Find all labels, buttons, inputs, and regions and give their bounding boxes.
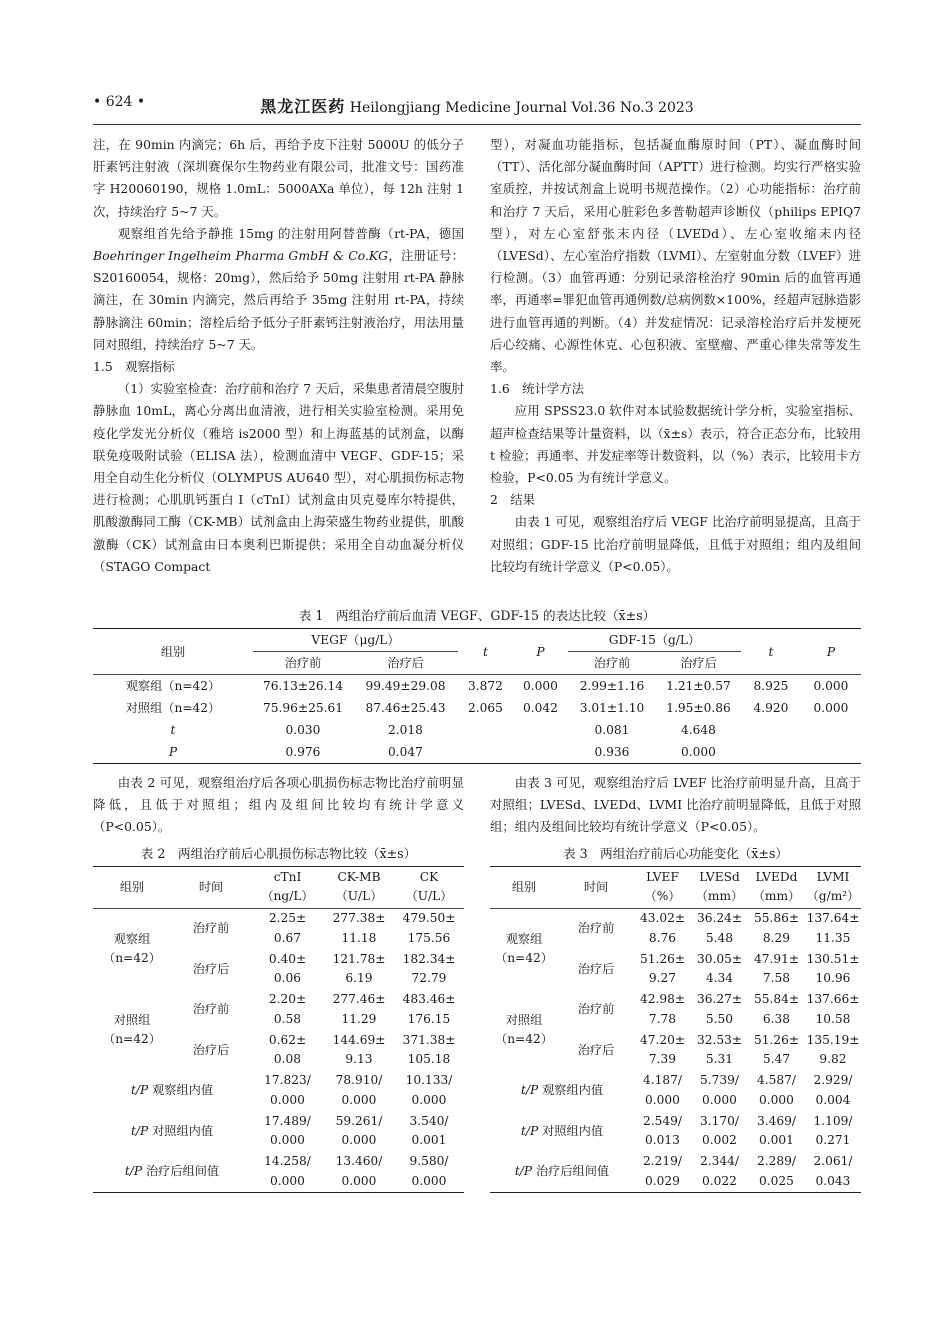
left-column (93, 134, 464, 578)
table-cell (513, 741, 568, 764)
table-cell: 43.02± 8.76 (639, 911, 686, 945)
paragraph: 观察组首先给予静推 15mg 的注射用阿替普酶（rt-PA，德国 Boehringer Ingelheim Pharma GmbH & Co.KG，注册证号：S20160054，规格：20mg），然后给予 50mg 注射用 rt-PA 静脉滴注，在 30min 内滴完，然后再给予 35mg 注射用 rt-PA，持续静脉滴注 60min；溶栓后给予低分子肝素钙注射液治疗，用法用量同对照组，持续治疗 5~7 天。 (93, 225, 465, 352)
table2 (93, 866, 464, 1193)
column-header: CK-MB （U/L） (324, 867, 394, 909)
table-cell: 2.20± 0.58 (268, 992, 307, 1026)
table-cell: 0.976 (285, 745, 321, 759)
table-cell: 0.030 (285, 723, 321, 737)
table-cell (458, 719, 513, 741)
table-cell: 8.925 (753, 679, 789, 693)
table-cell: 76.13±26.14 (263, 679, 343, 693)
th-p: P (801, 629, 861, 675)
table-cell: 36.27± 5.50 (696, 992, 743, 1026)
table-cell: 4.920 (753, 701, 789, 715)
table-cell: 0.000 (681, 745, 716, 759)
table-row (490, 990, 861, 1031)
th-before: 治疗前 (253, 652, 353, 675)
th-before: 治疗前 (568, 652, 656, 675)
table-row (93, 1071, 464, 1112)
table-cell: 483.46± 176.15 (402, 992, 456, 1026)
column-header: LVMI （g/m²） (805, 867, 861, 909)
table-cell (801, 719, 861, 741)
table-row (490, 1152, 861, 1193)
table-cell (741, 719, 801, 741)
table-cell: 9.580/ 0.000 (409, 1154, 449, 1188)
column-header: 组别 (93, 867, 171, 909)
table-cell: 2.344/ 0.022 (700, 1154, 739, 1188)
table-cell: 2.289/ 0.025 (757, 1154, 796, 1188)
row-label: t/P 对照组内值 (130, 1123, 214, 1138)
section-heading: 1.5 观察指标 (93, 359, 175, 375)
th-t: t (741, 629, 801, 675)
table-cell: 13.460/ 0.000 (335, 1154, 383, 1188)
table-cell: 55.86± 8.29 (753, 911, 800, 945)
table-cell: 4.587/ 0.000 (757, 1073, 796, 1107)
table-row (490, 1111, 861, 1152)
th-group: 组别 (93, 629, 253, 675)
row-label: 观察组（n=42） (103, 931, 161, 965)
row-label: 对照组（n=42） (495, 1012, 553, 1046)
table-row (93, 908, 464, 949)
table-cell: 治疗后 (192, 1042, 230, 1057)
header-rule (93, 124, 861, 125)
row-label: 观察组（n=42） (495, 931, 553, 965)
column-header: 时间 (171, 867, 251, 909)
th-after: 治疗后 (353, 652, 458, 675)
table-cell: 137.66± 10.58 (806, 992, 860, 1026)
table-row (93, 990, 464, 1031)
row-label: t/P 观察组内值 (130, 1083, 214, 1097)
th-vegf: VEGF（μg/L） (253, 629, 458, 652)
table-cell: 1.95±0.86 (666, 701, 731, 715)
column-header: LVESd （mm） (691, 867, 748, 909)
table-cell: 87.46±25.43 (365, 701, 446, 715)
paragraph: （1）实验室检查：治疗前和治疗 7 天后，采集患者清晨空腹肘静脉血 10mL，离心分离出血清液，进行相关实验室检测。采用免疫化学发光分析仪（雅培 is2000 型）和上海蓝基的试剂盒，以酶联免疫吸附试验（ELISA 法），检测血清中 VEGF、GDF-15；采用全自动生化分析仪（OLYMPUS AU640 型），对心肌损伤标志物进行检测；心肌肌钙蛋白 I（cTnI）试剂盒由贝克曼库尔特提供，肌酸激酶同工酶（CK-MB）试剂盒由上海荣盛生物药业提供，肌酸激酶（CK）试剂盒由日本奥利巴斯提供；采用全自动血凝分析仪（STAGO Compact (93, 381, 464, 574)
column-header: 组别 (490, 867, 558, 909)
table-cell: 30.05± 4.34 (696, 951, 743, 986)
table-cell: 14.258/ 0.000 (264, 1154, 311, 1188)
paragraph: 由表 3 可见，观察组治疗后 LVEF 比治疗前明显升高，且高于对照组；LVESd、LVEDd、LVMI 比治疗前明显降低，且低于对照组；组内及组间比较均有统计学意义（P<0.05）。 (490, 775, 861, 835)
table-cell: 2.061/ 0.043 (813, 1154, 853, 1188)
table-cell: 3.469/ 0.001 (757, 1113, 796, 1148)
table-cell: 2.018 (388, 723, 423, 737)
row-label: t/P 观察组内值 (520, 1083, 604, 1097)
table-cell: 1.21±0.57 (666, 679, 731, 693)
table-cell: 0.40± 0.06 (268, 951, 307, 986)
section-heading: 1.6 统计学方法 (490, 381, 585, 397)
table-cell: 0.936 (594, 745, 630, 759)
column-header: LVEF （%） (634, 867, 691, 909)
table-cell: 治疗后 (577, 1042, 615, 1057)
table-cell: 0.000 (523, 679, 558, 693)
table-cell: 32.53± 5.31 (696, 1032, 743, 1067)
table-cell (801, 741, 861, 764)
th-after: 治疗后 (656, 652, 741, 675)
table-cell: 75.96±25.61 (263, 701, 343, 715)
table-cell (741, 741, 801, 764)
table-cell: 治疗前 (192, 921, 230, 935)
table-row (490, 908, 861, 949)
table-cell: 51.26± 9.27 (639, 951, 686, 986)
table-cell: 51.26± 5.47 (753, 1032, 800, 1067)
table-cell: 47.20± 7.39 (639, 1032, 686, 1067)
table-cell: 0.62± 0.08 (268, 1032, 307, 1067)
paragraph: 由表 1 可见，观察组治疗后 VEGF 比治疗前明显提高，且高于对照组；GDF-15 比治疗前明显降低，且低于对照组；组内及组间比较均有统计学意义（P<0.05）。 (490, 514, 861, 574)
table-row (93, 1152, 464, 1193)
table-cell: 0.042 (523, 701, 558, 715)
table-cell: 2.25± 0.67 (268, 911, 307, 945)
table-cell: 55.84± 6.38 (753, 992, 800, 1026)
right-column (490, 134, 861, 578)
th-t: t (458, 629, 513, 675)
table3-caption: 表 3 两组治疗前后心功能变化（x̄±s） (562, 846, 789, 861)
table-row (490, 1071, 861, 1112)
table2-caption: 表 2 两组治疗前后心肌损伤标志物比较（x̄±s） (140, 846, 417, 861)
table-cell: 135.19± 9.82 (806, 1032, 860, 1067)
table-cell: 0.047 (388, 745, 423, 759)
column-header: 时间 (558, 867, 634, 909)
table-cell: 治疗前 (577, 921, 615, 935)
right-lower-text (490, 772, 861, 839)
table-cell: 1.109/ 0.271 (813, 1113, 853, 1148)
table1 (93, 628, 861, 764)
table1-caption: 表 1 两组治疗前后血清 VEGF、GDF-15 的表达比较（x̄±s） (298, 608, 656, 623)
row-label: 对照组（n=42） (125, 701, 221, 715)
journal-title-en: Heilongjiang Medicine Journal Vol.36 No.3 2023 (349, 100, 694, 116)
table-cell: 治疗前 (577, 1002, 615, 1016)
table-cell: 治疗后 (192, 961, 230, 976)
table-cell: 277.46± 11.29 (332, 992, 386, 1026)
company-name: Boehringer Ingelheim Pharma GmbH & Co.KG (93, 248, 389, 264)
section-heading: 2 结果 (490, 492, 536, 508)
table-cell: 479.50± 175.56 (402, 911, 456, 945)
journal-title-cn: 黑龙江医药 (260, 97, 346, 116)
table-cell: 0.000 (813, 679, 849, 693)
table-cell: 130.51± 10.96 (806, 951, 860, 986)
table-cell: 121.78± 6.19 (332, 951, 386, 986)
table-cell: 2.065 (468, 701, 503, 715)
table-cell: 3.872 (468, 679, 503, 693)
table-cell: 371.38± 105.18 (402, 1032, 456, 1067)
table-cell: 2.549/ 0.013 (643, 1113, 682, 1148)
row-label: 对照组（n=42） (103, 1012, 161, 1046)
table-cell: 4.187/ 0.000 (643, 1073, 682, 1107)
column-header: cTnI （ng/L） (251, 867, 324, 909)
table-cell (458, 741, 513, 764)
table-cell: 182.34± 72.79 (402, 951, 456, 986)
journal-title (93, 94, 861, 117)
table-cell: 2.929/ 0.004 (813, 1073, 853, 1107)
row-label: t/P 治疗后组间值 (514, 1164, 610, 1178)
table-cell: 17.823/ 0.000 (264, 1073, 311, 1107)
table-cell: 5.739/ 0.000 (700, 1073, 739, 1107)
row-label: P (168, 745, 178, 759)
table-row (93, 741, 861, 764)
row-label: 观察组（n=42） (125, 679, 221, 693)
table-cell: 42.98± 7.78 (639, 992, 686, 1026)
table-cell: 277.38± 11.18 (332, 911, 386, 945)
row-label: t/P 对照组内值 (520, 1123, 604, 1138)
table-cell: 17.489/ 0.000 (264, 1113, 311, 1148)
row-label: t (170, 723, 176, 737)
table3 (490, 866, 861, 1193)
table-row (93, 719, 861, 741)
left-lower-text (93, 772, 464, 839)
table-cell: 144.69± 9.13 (332, 1032, 386, 1067)
table-row (93, 1111, 464, 1152)
table-cell: 0.081 (594, 723, 630, 737)
page-number: • 624 • (93, 94, 146, 110)
table-cell: 2.219/ 0.029 (643, 1154, 682, 1188)
table-row (93, 675, 861, 698)
table-cell: 3.540/ 0.001 (409, 1113, 449, 1148)
column-header: LVEDd （mm） (748, 867, 805, 909)
table-cell: 4.648 (681, 723, 716, 737)
table-cell: 137.64± 11.35 (806, 911, 860, 945)
column-header: CK （U/L） (394, 867, 464, 909)
paragraph: 注，在 90min 内滴完；6h 后，再给予皮下注射 5000U 的低分子肝素钙注射液（深圳赛保尔生物药业有限公司，批准文号：国药准字 H20060190，规格 1.0mL：5000AXa 单位），每 12h 注射 1 次，持续治疗 5~7 天。 (93, 137, 464, 219)
table-cell: 治疗前 (192, 1002, 230, 1016)
th-gdf: GDF-15（g/L） (568, 629, 741, 652)
table-cell: 3.170/ 0.002 (700, 1113, 739, 1148)
table-row (93, 697, 861, 719)
running-header (93, 94, 861, 116)
table-cell: 3.01±1.10 (579, 701, 645, 715)
table-cell: 0.000 (813, 701, 849, 715)
table-cell: 2.99±1.16 (579, 679, 645, 693)
table-cell: 59.261/ 0.000 (335, 1113, 383, 1148)
paragraph: 由表 2 可见，观察组治疗后各项心肌损伤标志物比治疗前明显降低，且低于对照组；组内及组间比较均有统计学意义（P<0.05）。 (93, 775, 464, 835)
th-p: P (513, 629, 568, 675)
table-cell: 治疗后 (577, 961, 615, 976)
paragraph: 型），对凝血功能指标，包括凝血酶原时间（PT）、凝血酶时间（TT）、活化部分凝血酶时间（APTT）进行检测。均实行严格实验室质控，并按试剂盒上说明书规范操作。（2）心功能指标：治疗前和治疗 7 天后，采用心脏彩色多普勒超声诊断仪（philips EPIQ7 型），对左心室舒张末内径（LVEDd）、左心室收缩末内径（LVESd）、左心室治疗指数（LVMI）、左室射血分数（LVEF）进行检测。（3）血管再通：分别记录溶栓治疗 90min 后的血管再通率，再通率=罪犯血管再通例数/总病例数×100%，经超声冠脉造影进行血管再通的判断。（4）并发症情况：记录溶栓治疗后并发梗死后心绞痛、心源性休克、心包积液、室壁瘤、严重心律失常等发生率。 (490, 137, 861, 375)
table-cell: 47.91± 7.58 (753, 951, 800, 986)
row-label: t/P 治疗后组间值 (124, 1164, 220, 1178)
paragraph: 应用 SPSS23.0 软件对本试验数据统计学分析，实验室指标、超声检查结果等计量资料，以（x̄±s）表示，符合正态分布，比较用 t 检验；再通率、并发症率等计数资料，以（%）表示，比较用卡方检验，P<0.05 为有统计学意义。 (490, 403, 861, 486)
table-cell (513, 719, 568, 741)
table-cell: 36.24± 5.48 (696, 911, 743, 945)
table-cell: 10.133/ 0.000 (405, 1073, 453, 1107)
table-cell: 78.910/ 0.000 (335, 1073, 383, 1107)
table-cell: 99.49±29.08 (365, 679, 446, 693)
